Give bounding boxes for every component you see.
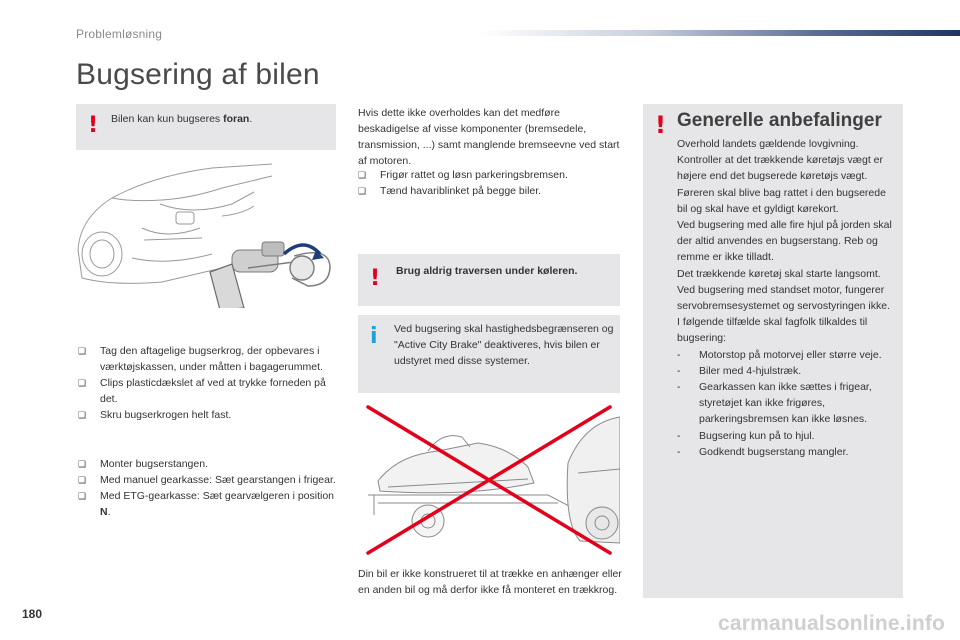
car-wheel [586,507,618,539]
warning-icon: ! [655,111,666,139]
professional-case-item: - Biler med 4-hjulstræk. [677,364,802,377]
professional-case-item: - Godkendt bugserstang mangler. [677,445,849,458]
professional-case-item: - Gearkassen kan ikke sættes i frigear, styretøjet kan ikke frigøres, parkeringsbremsen kan ikke løsnes. [677,381,872,426]
checkbox-icon: ❑ [78,475,87,485]
traverse-warning-box [358,254,620,306]
list-item: ❑ Skru bugserkrogen helt fast. [78,409,232,421]
page-number: 180 [22,607,43,621]
recommendation-paragraph: Ved bugsering med standset motor, fungerer servobremsesystemet og servostyringen ikke. [677,283,890,313]
list-item: ❑ Tænd havariblinket på begge biler. [358,185,542,197]
recommendation-paragraph: Det trækkende køretøj skal starte langsomt. [677,267,881,280]
hook-installation-steps [78,343,340,423]
recommendation-paragraph: Overhold landets gældende lovgivning. [677,138,859,150]
recommendation-paragraph: Kontroller at det trækkende køretøjs vægt er højere end det bugserede køretøjs vægt. [677,154,883,183]
car-front-towing-eye-illustration [72,158,342,308]
checkbox-icon: ❑ [78,378,87,388]
warning-icon: ! [370,266,381,291]
preparation-steps [358,167,624,199]
checkbox-icon: ❑ [358,170,367,180]
checkbox-icon: ❑ [78,491,87,501]
recommendation-paragraph: Ved bugsering med alle fire hjul på jorden skal der altid anvendes en bugserstang. Reb og remme er ikke tilladt. [677,219,892,264]
checkbox-icon: ❑ [78,346,87,356]
recommendation-paragraph: Føreren skal blive bag rattet i den bugserede bil og skal have et gyldigt kørekort. [677,186,886,215]
damage-warning-paragraph: Hvis dette ikke overholdes kan det medføre beskadigelse af visse komponenter (bremsedele, transmission, ...) samt manglende bremseevne ved start af motoren. [358,107,620,167]
speed-limiter-info-box [358,315,620,393]
warning-icon: ! [88,113,99,138]
list-item: ❑ Clips plasticdækslet af ved at trykke forneden på det. [78,377,326,405]
list-item: ❑ Monter bugserstangen. [78,458,208,470]
speed-limiter-info-text: Ved bugsering skal hastighedsbegrænseren og "Active City Brake" deaktiveres, hvis bilen er udstyret med disse systemer. [394,323,614,367]
checkbox-icon: ❑ [358,186,367,196]
list-item: ❑ Tag den aftagelige bugserkrog, der opbevares i værktøjskassen, under måtten i bagagerummet. [78,345,323,373]
list-item: ❑ Med ETG-gearkasse: Sæt gearvælgeren i position N. [78,490,335,518]
watermark: carmanualsonline.info [718,612,946,635]
traverse-warning-text: Brug aldrig traversen under køleren. [396,265,578,277]
header-bar [480,30,960,36]
section-label: Problemløsning [76,27,163,41]
front-towing-warning-text: Bilen kan kun bugseres foran. [111,113,253,125]
general-recommendations-box [643,104,903,598]
trailer-hitch-paragraph: Din bil er ikke konstrueret til at trække en anhænger eller en anden bil og må derfor ikke få monteret en trækkrog. [358,568,622,596]
page-title: Bugsering af bilen [76,58,320,91]
professional-case-item: - Bugsering kun på to hjul. [677,429,815,442]
list-item: ❑ Med manuel gearkasse: Sæt gearstangen i frigear. [78,474,336,486]
checkbox-icon: ❑ [78,410,87,420]
info-icon: i [370,324,378,349]
general-recommendations-body [677,136,899,460]
checkbox-icon: ❑ [78,459,87,469]
recommendation-paragraph: I følgende tilfælde skal fagfolk tilkaldes til bugsering: [677,316,868,345]
trailer-frame [368,495,590,517]
list-item: ❑ Frigør rattet og løsn parkeringsbremsen. [358,169,568,181]
no-trailer-illustration [358,403,620,559]
professional-case-item: - Motorstop på motorvej eller større veje. [677,348,882,361]
front-towing-warning-box [76,104,336,150]
towing-bar-steps [78,456,340,520]
towing-eye [232,242,284,272]
general-recommendations-title: Generelle anbefalinger [677,110,882,131]
